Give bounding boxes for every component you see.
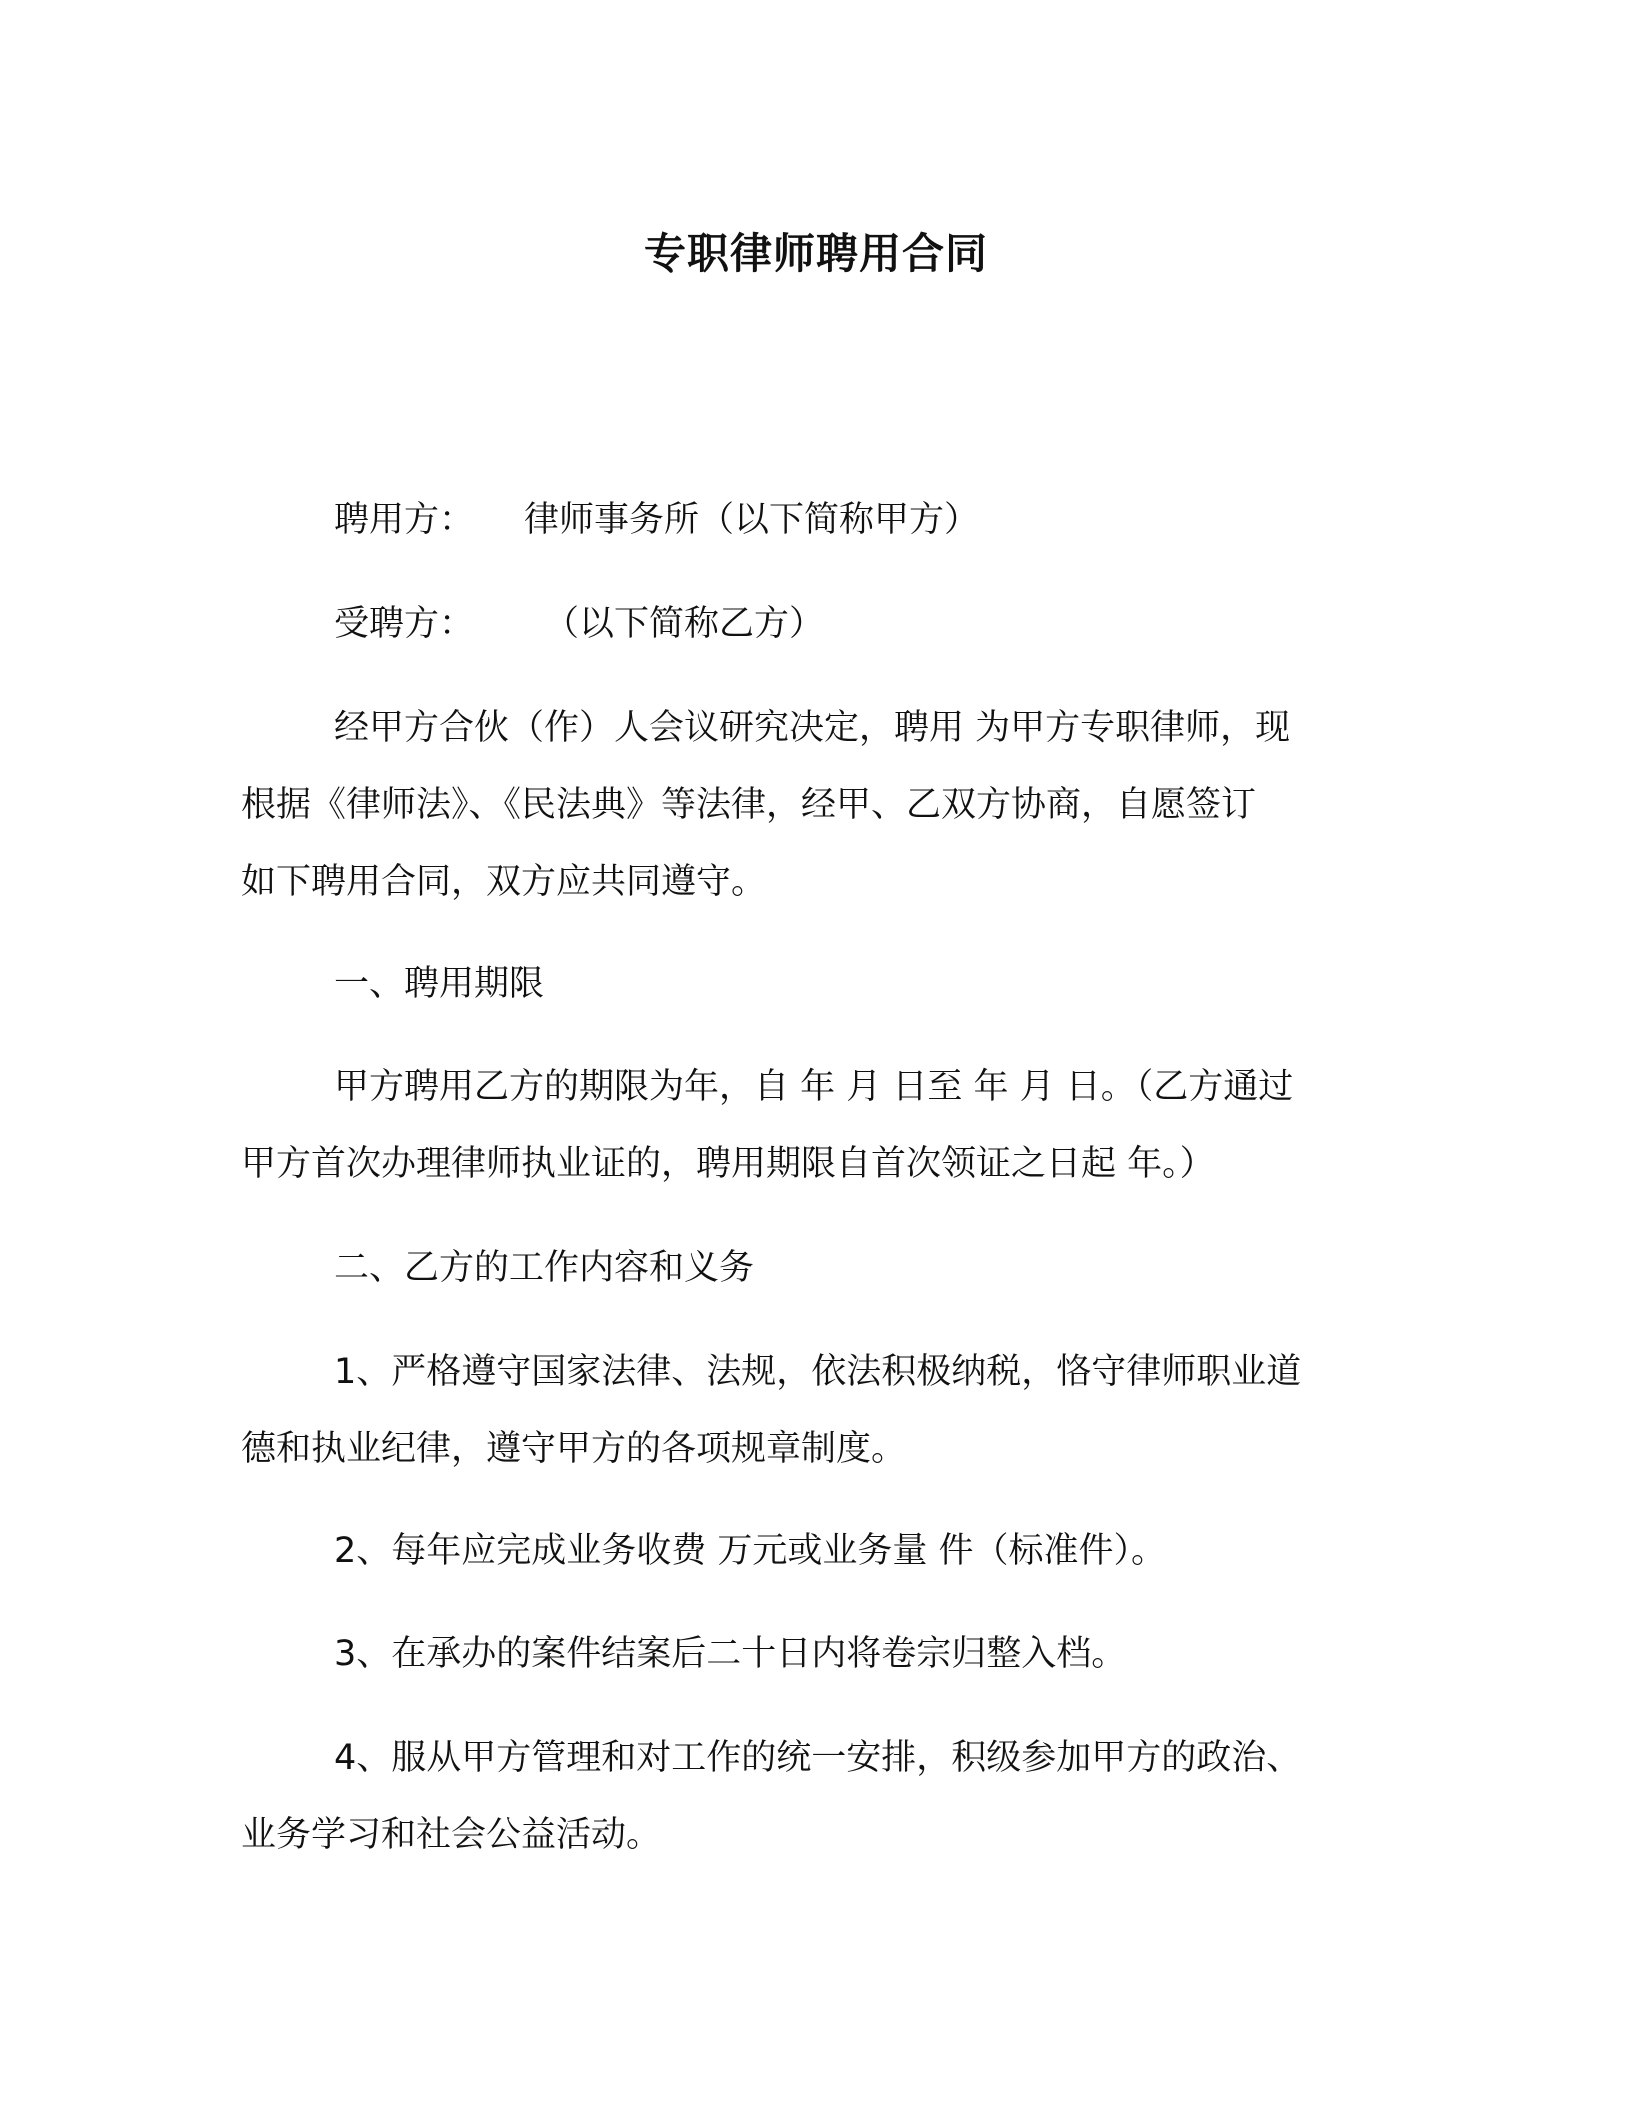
section2-item1-line-1: 1、严格遵守国家法律、法规，依法积极纳税，恪守律师职业道 bbox=[334, 1352, 1302, 1392]
employee-label: 受聘方： bbox=[334, 604, 475, 644]
section2-item2: 2、每年应完成业务收费 万元或业务量 件（标准件）。 bbox=[334, 1531, 1167, 1571]
section2-item4-line-1: 4、服从甲方管理和对工作的统一安排，积级参加甲方的政治、 bbox=[334, 1738, 1302, 1778]
intro-line-1: 经甲方合伙（作）人会议研究决定，聘用 为甲方专职律师，现 bbox=[334, 708, 1291, 748]
section1-line-1: 甲方聘用乙方的期限为年，自 年 月 日至 年 月 日。（乙方通过 bbox=[334, 1067, 1294, 1107]
section1-line-2: 甲方首次办理律师执业证的，聘用期限自首次领证之日起 年。） bbox=[241, 1144, 1215, 1184]
employee-line bbox=[334, 600, 824, 648]
intro-line-3: 如下聘用合同，双方应共同遵守。 bbox=[241, 862, 767, 902]
section2-item4-line-2: 业务学习和社会公益活动。 bbox=[241, 1815, 662, 1855]
section1-heading: 一、聘用期限 bbox=[334, 964, 545, 1004]
employer-line bbox=[334, 496, 979, 544]
section2-heading: 二、乙方的工作内容和义务 bbox=[334, 1248, 755, 1288]
intro-line-2: 根据《律师法》、《民法典》等法律，经甲、乙双方协商，自愿签订 bbox=[241, 785, 1257, 825]
employer-label: 聘用方： bbox=[334, 500, 475, 540]
employee-value: （以下简称乙方） bbox=[544, 604, 825, 644]
section2-item3: 3、在承办的案件结案后二十日内将卷宗归整入档。 bbox=[334, 1634, 1127, 1674]
document-title: 专职律师聘用合同 bbox=[643, 229, 988, 278]
section2-item1-line-2: 德和执业纪律，遵守甲方的各项规章制度。 bbox=[241, 1429, 907, 1469]
employer-value: 律师事务所（以下简称甲方） bbox=[524, 500, 980, 540]
